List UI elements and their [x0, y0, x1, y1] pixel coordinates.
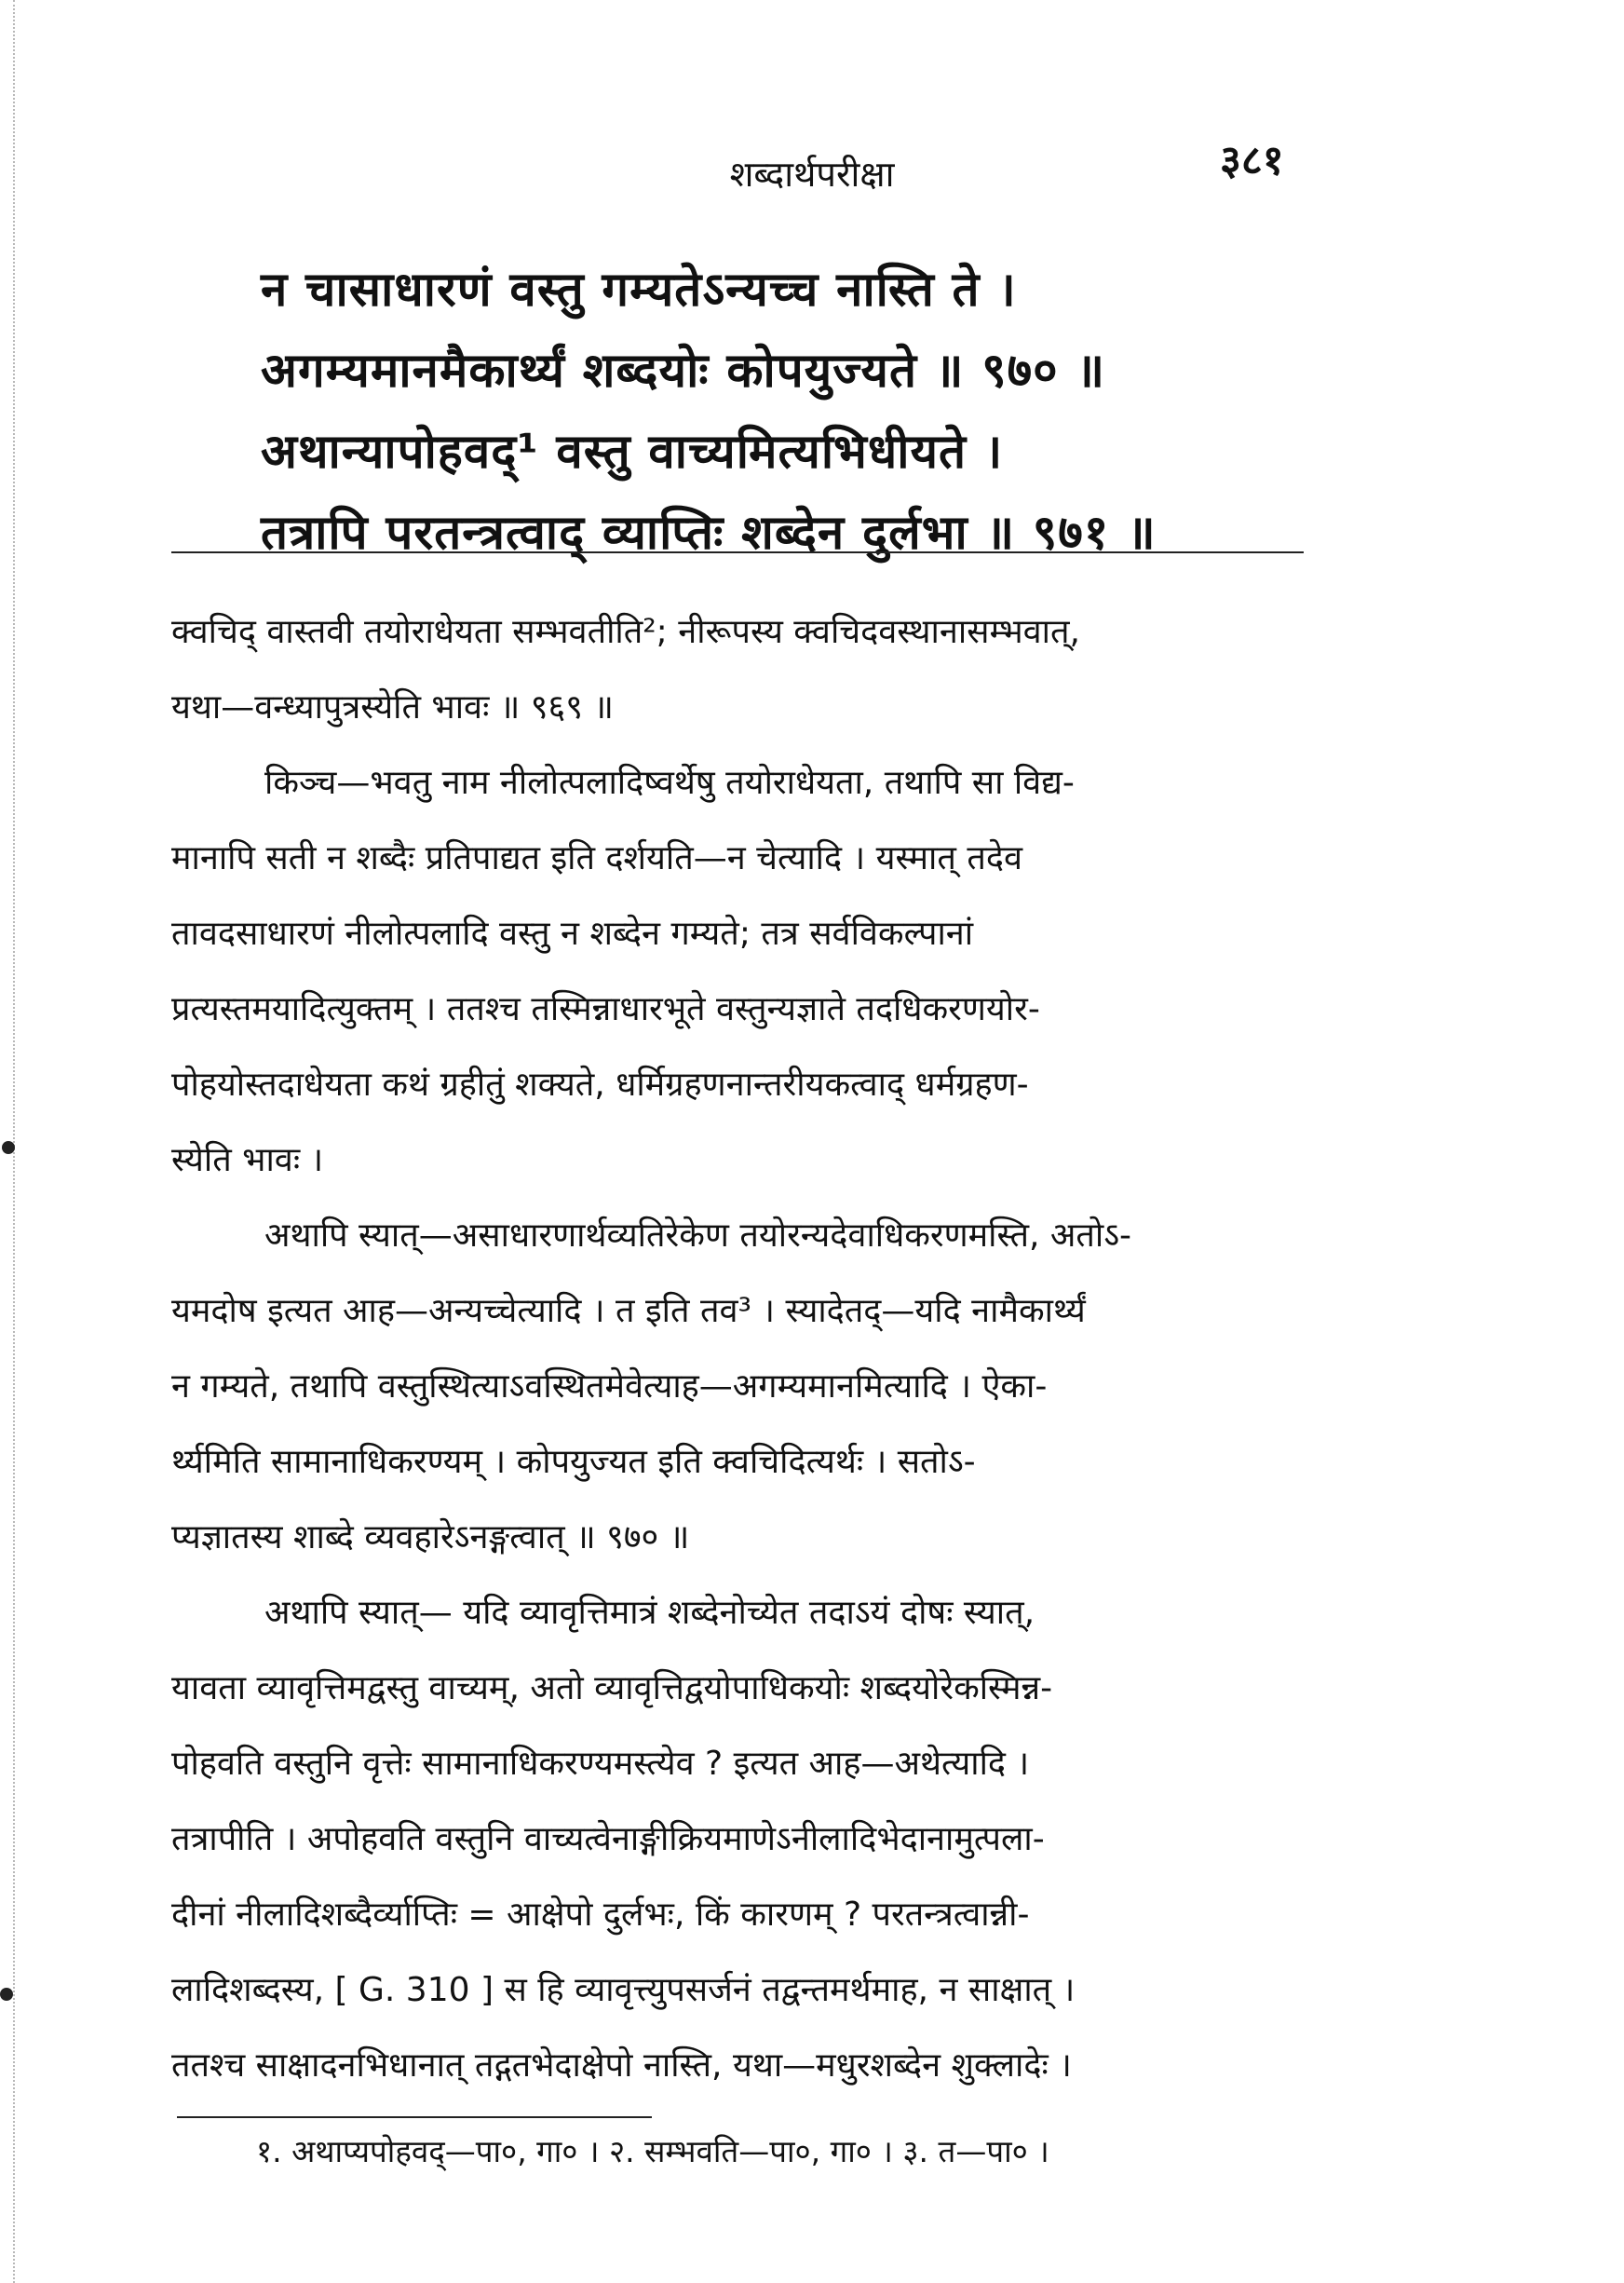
commentary-line: ततश्च साक्षादनभिधानात् तद्गतभेदाक्षेपो नास्ति, यथा—मधुरशब्देन शुक्लादेः । [171, 2046, 1072, 2085]
commentary-line: स्येति भावः । [171, 1141, 324, 1179]
commentary-line: प्यज्ञातस्य शाब्दे व्यवहारेऽनङ्गत्वात् ॥ ९७० ॥ [171, 1518, 690, 1556]
verse-line: अगम्यमानमैकार्थ्यं शब्दयोः कोपयुज्यते ॥ ९७० ॥ [261, 344, 1106, 399]
commentary-line: यथा—वन्ध्यापुत्रस्येति भावः ॥ ९६९ ॥ [171, 688, 614, 727]
commentary-line: र्थ्यमिति सामानाधिकरण्यम् । कोपयुज्यत इति क्वचिदित्यर्थः । सतोऽ- [171, 1443, 976, 1481]
commentary-line: प्रत्यस्तमयादित्युक्तम् । ततश्च तस्मिन्नाधारभूते वस्तुन्यज्ञाते तदधिकरणयोर- [171, 990, 1040, 1028]
commentary-line: तावदसाधारणं नीलोत्पलादि वस्तु न शब्देन गम्यते; तत्र सर्वविकल्पानां [171, 915, 974, 953]
verse-line: न चासाधारणं वस्तु गम्यतेऽन्यच्च नास्ति ते । [261, 263, 1017, 318]
commentary-line: लादिशब्दस्य, [ G. 310 ] स हि व्यावृत्त्युपसर्जनं तद्वन्तमर्थमाह, न साक्षात् । [171, 1971, 1076, 2009]
commentary-line: क्वचिद् वास्तवी तयोराधेयता सम्भवतीति²; नीरूपस्य क्वचिदवस्थानासम्भवात्, [171, 613, 1080, 651]
page-number: ३८१ [1220, 137, 1284, 184]
footnote-divider [177, 2116, 652, 2118]
commentary-line: यावता व्यावृत्तिमद्वस्तु वाच्यम्, अतो व्यावृत्तिद्वयोपाधिकयोः शब्दयोरेकस्मिन्न- [171, 1669, 1053, 1707]
verse-block [261, 250, 1434, 574]
commentary-line: किञ्च—भवतु नाम नीलोत्पलादिष्वर्थेषु तयोराधेयता, तथापि सा विद्य- [264, 764, 1075, 802]
running-header: शब्दार्थपरीक्षा [729, 154, 895, 195]
verse-line: तत्रापि परतन्त्रत्वाद् व्याप्तिः शब्देन दुर्लभा ॥ ९७१ ॥ [261, 506, 1157, 561]
ink-mark [0, 1988, 13, 2001]
commentary-line: मानापि सती न शब्दैः प्रतिपाद्यत इति दर्शयति—न चेत्यादि । यस्मात् तदेव [171, 839, 1022, 877]
commentary-line: दीनां नीलादिशब्दैर्व्याप्तिः = आक्षेपो दुर्लभः, किं कारणम् ? परतन्त्रत्वान्नी- [171, 1896, 1030, 1934]
commentary-line: यमदोष इत्यत आह—अन्यच्चेत्यादि । त इति तव³ । स्यादेतद्—यदि नामैकार्थ्यं [171, 1292, 1086, 1330]
ink-mark [2, 1141, 15, 1154]
commentary-line: पोहयोस्तदाधेयता कथं ग्रहीतुं शक्यते, धर्मिग्रहणनान्तरीयकत्वाद् धर्मग्रहण- [171, 1066, 1029, 1104]
verse-divider [171, 551, 1304, 553]
footnotes: १. अथाप्यपोहवद्—पा०, गा० । २. सम्भवति—पा०, गा० । ३. त—पा० । [256, 2133, 1049, 2169]
commentary-line: तत्रापीति । अपोहवति वस्तुनि वाच्यत्वेनाङ्गीक्रियमाणेऽनीलादिभेदानामुत्पला- [171, 1820, 1045, 1858]
commentary-line: न गम्यते, तथापि वस्तुस्थित्याऽवस्थितमेवेत्याह—अगम्यमानमित्यादि । ऐका- [171, 1367, 1048, 1406]
verse-line: अथान्यापोहवद्¹ वस्तु वाच्यमित्यभिधीयते । [261, 425, 1004, 480]
commentary-line: पोहवति वस्तुनि वृत्तेः सामानाधिकरण्यमस्त्येव ? इत्यत आह—अथेत्यादि । [171, 1745, 1030, 1783]
commentary-block [171, 594, 1374, 2103]
commentary-line: अथापि स्यात्— यदि व्यावृत्तिमात्रं शब्देनोच्येत तदाऽयं दोषः स्यात्, [264, 1594, 1035, 1632]
commentary-line: अथापि स्यात्—असाधारणार्थव्यतिरेकेण तयोरन्यदेवाधिकरणमस्ति, अतोऽ- [264, 1216, 1132, 1255]
